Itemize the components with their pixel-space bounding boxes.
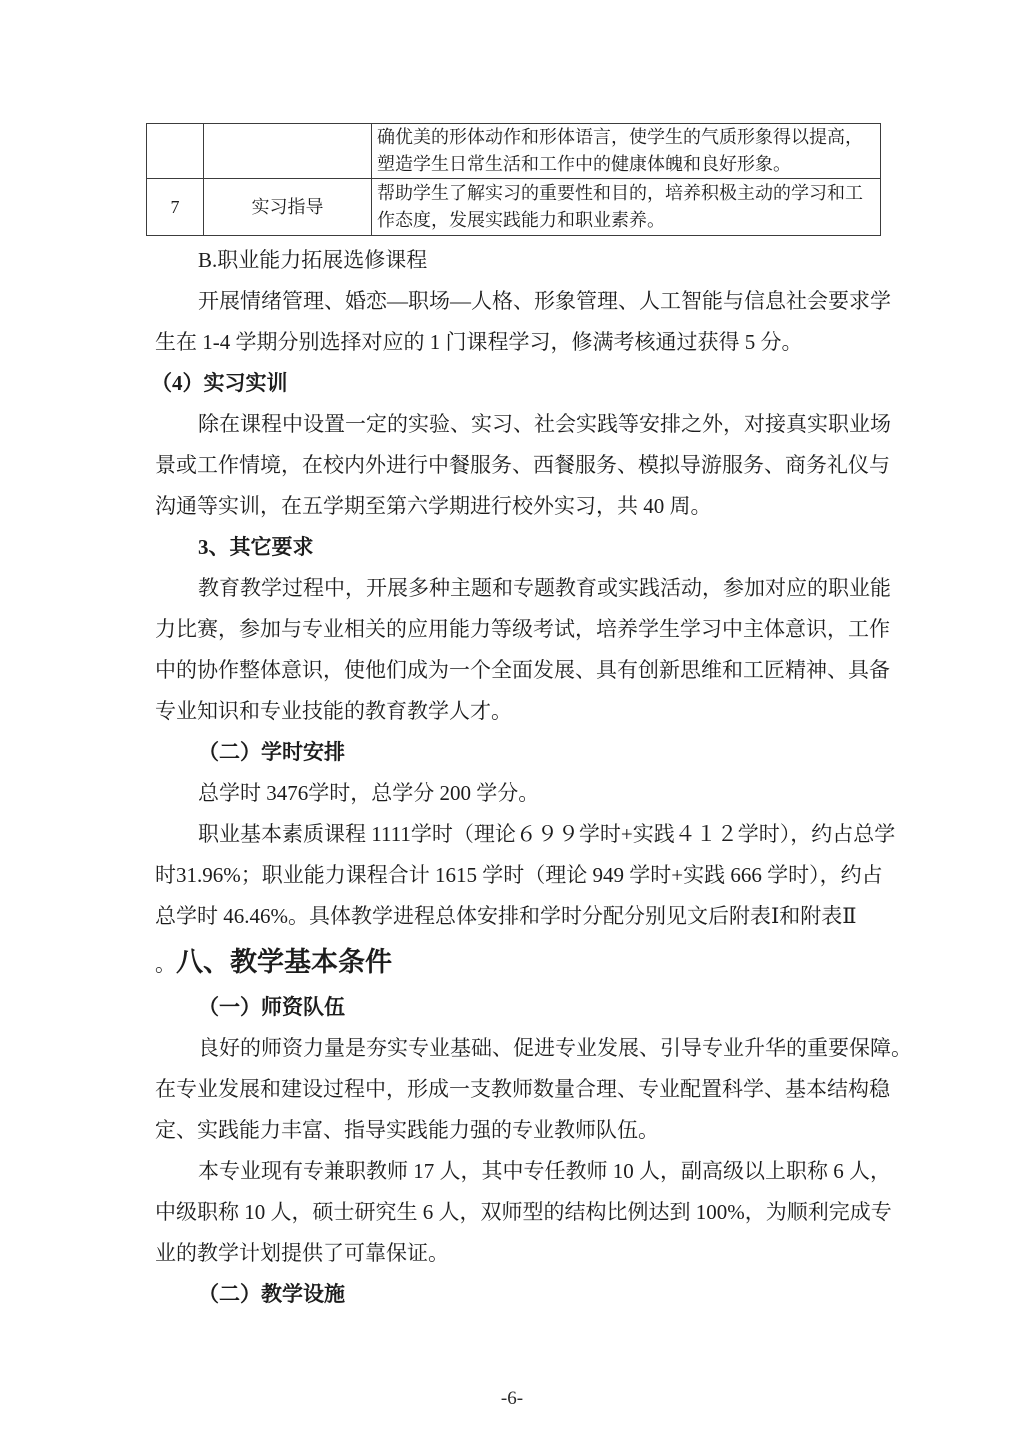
text-line: 专业知识和专业技能的教育教学人才。 [155, 699, 512, 723]
section-heading-hour-arrangement: （二）学时安排 [198, 740, 345, 764]
page-number: -6- [500, 1388, 524, 1409]
text-line: 定、实践能力丰富、指导实践能力强的专业教师队伍。 [155, 1118, 659, 1142]
text-line: 业的教学计划提供了可靠保证。 [155, 1241, 449, 1265]
text-line: 职业基本素质课程 1111学时（理论６９９学时+实践４１２学时），约占总学 [198, 822, 896, 846]
document-body [151, 240, 912, 1315]
table-cell-number [147, 124, 204, 179]
table-cell-course-name [204, 124, 372, 179]
text-line: 良好的师资力量是夯实专业基础、促进专业发展、引导专业升华的重要保障。 [198, 1036, 912, 1060]
text-line: 力比赛，参加与专业相关的应用能力等级考试，培养学生学习中主体意识，工作 [155, 617, 890, 641]
text-line: 生在 1-4 学期分别选择对应的 1 门课程学习，修满考核通过获得 5 分。 [155, 330, 803, 354]
table-cell-description: 确优美的形体动作和形体语言，使学生的气质形象得以提高，塑造学生日常生活和工作中的健康体魄和良好形象。 [372, 124, 881, 179]
text-line: 总学时 46.46%。具体教学进程总体安排和学时分配分别见文后附表Ⅰ和附表Ⅱ [155, 904, 857, 928]
text-line: B.职业能力拓展选修课程 [198, 248, 428, 272]
table-row [147, 179, 881, 236]
text-line: 沟通等实训，在五学期至第六学期进行校外实习，共 40 周。 [155, 494, 712, 518]
text-line: 在专业发展和建设过程中，形成一支教师数量合理、专业配置科学、基本结构稳 [155, 1077, 890, 1101]
section-heading-teaching-facilities: （二）教学设施 [198, 1282, 345, 1306]
section-heading-teacher-team: （一）师资队伍 [198, 995, 345, 1019]
text-line: 开展情绪管理、婚恋—职场—人格、形象管理、人工智能与信息社会要求学 [198, 289, 891, 313]
chapter-heading-teaching-basic-conditions [155, 937, 872, 987]
text-line: 总学时 3476学时，总学分 200 学分。 [198, 781, 540, 805]
text-line: 景或工作情境，在校内外进行中餐服务、西餐服务、模拟导游服务、商务礼仪与 [155, 453, 890, 477]
course-guidance-table [146, 123, 881, 236]
table-cell-course-name: 实习指导 [204, 179, 372, 236]
text-line: 中的协作整体意识，使他们成为一个全面发展、具有创新思维和工匠精神、具备 [155, 658, 890, 682]
text-line: 中级职称 10 人，硕士研究生 6 人，双师型的结构比例达到 100%，为顺利完成专 [155, 1200, 892, 1224]
table-cell-description: 帮助学生了解实习的重要性和目的，培养积极主动的学习和工作态度，发展实践能力和职业素养。 [372, 179, 881, 236]
section-heading-practice-training: （4）实习实训 [151, 371, 288, 395]
section-heading-other-requirements: 3、其它要求 [198, 535, 314, 559]
text-line: 除在课程中设置一定的实验、实习、社会实践等安排之外，对接真实职业场 [198, 412, 891, 436]
text-line: 教育教学过程中，开展多种主题和专题教育或实践活动，参加对应的职业能 [198, 576, 891, 600]
text-line: 本专业现有专兼职教师 17 人，其中专任教师 10 人，副高级以上职称 6 人， [198, 1159, 891, 1183]
chapter-heading-text: 八、教学基本条件 [176, 947, 392, 977]
text-line: 时31.96%；职业能力课程合计 1615 学时（理论 949 学时+实践 666 学时），约占 [155, 863, 883, 887]
table-row [147, 124, 881, 179]
table-cell-number: 7 [147, 179, 204, 236]
wrapped-period-text: 。 [155, 952, 176, 976]
